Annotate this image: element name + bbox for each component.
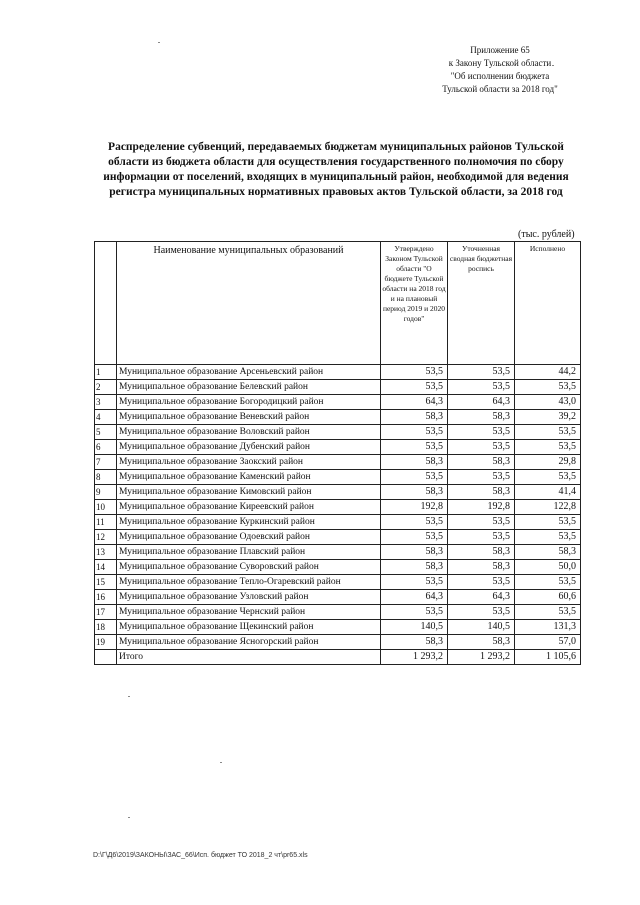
- row-name: Муниципальное образование Кимовский район: [117, 485, 381, 500]
- row-executed: 41,4: [515, 485, 581, 500]
- table-row: [95, 455, 581, 470]
- table-row: [95, 485, 581, 500]
- row-approved: 192,8: [381, 500, 448, 515]
- row-executed: 53,5: [515, 575, 581, 590]
- scan-speck: [128, 817, 130, 818]
- row-executed: 29,8: [515, 455, 581, 470]
- appendix-line: "Об исполнении бюджета: [450, 71, 550, 81]
- row-approved: 53,5: [381, 515, 448, 530]
- row-approved: 53,5: [381, 530, 448, 545]
- row-refined: 58,3: [448, 455, 515, 470]
- row-index: 10: [95, 500, 117, 515]
- row-index: 18: [95, 620, 117, 635]
- row-approved: 53,5: [381, 380, 448, 395]
- row-refined: 53,5: [448, 470, 515, 485]
- row-executed: 58,3: [515, 545, 581, 560]
- row-name: Муниципальное образование Одоевский район: [117, 530, 381, 545]
- row-approved: 53,5: [381, 575, 448, 590]
- row-executed: 39,2: [515, 410, 581, 425]
- appendix-line: к Закону Тульской области: [448, 58, 552, 68]
- scan-speck: [220, 762, 222, 763]
- header-index: [95, 242, 117, 365]
- row-executed: 57,0: [515, 635, 581, 650]
- row-refined: 64,3: [448, 395, 515, 410]
- row-index: 7: [95, 455, 117, 470]
- table-row: [95, 500, 581, 515]
- row-executed: 43,0: [515, 395, 581, 410]
- header-name: Наименование муниципальных образований: [117, 242, 381, 365]
- row-index: 16: [95, 590, 117, 605]
- table-row: [95, 440, 581, 455]
- row-refined: 58,3: [448, 410, 515, 425]
- row-refined: 53,5: [448, 365, 515, 380]
- row-executed: 60,6: [515, 590, 581, 605]
- table-row: [95, 365, 581, 380]
- row-name: Муниципальное образование Веневский район: [117, 410, 381, 425]
- row-approved: 53,5: [381, 470, 448, 485]
- row-index: 3: [95, 395, 117, 410]
- row-approved: 53,5: [381, 425, 448, 440]
- row-approved: 58,3: [381, 560, 448, 575]
- row-refined: 53,5: [448, 440, 515, 455]
- row-executed: 53,5: [515, 425, 581, 440]
- row-approved: 58,3: [381, 455, 448, 470]
- header-refined: Уточненная сводная бюджетная роспись: [448, 242, 515, 365]
- row-refined: 53,5: [448, 515, 515, 530]
- row-name: Муниципальное образование Щекинский район: [117, 620, 381, 635]
- row-executed: 53,5: [515, 470, 581, 485]
- row-refined: 53,5: [448, 380, 515, 395]
- row-name: Муниципальное образование Плавский район: [117, 545, 381, 560]
- appendix-header: [400, 44, 600, 96]
- row-executed: 53,5: [515, 440, 581, 455]
- header-executed: Исполнено: [515, 242, 581, 365]
- row-approved: 53,5: [381, 365, 448, 380]
- row-executed: 53,5: [515, 380, 581, 395]
- row-refined: 53,5: [448, 425, 515, 440]
- scan-speck: [128, 696, 130, 697]
- table-row: [95, 425, 581, 440]
- row-executed: 131,3: [515, 620, 581, 635]
- appendix-line: Приложение 65: [470, 45, 530, 55]
- row-approved: 140,5: [381, 620, 448, 635]
- row-approved: 53,5: [381, 440, 448, 455]
- row-name: Муниципальное образование Киреевский район: [117, 500, 381, 515]
- row-executed: 53,5: [515, 530, 581, 545]
- row-index: 8: [95, 470, 117, 485]
- row-approved: 64,3: [381, 590, 448, 605]
- row-index: 19: [95, 635, 117, 650]
- row-index: 14: [95, 560, 117, 575]
- row-name: Муниципальное образование Суворовский район: [117, 560, 381, 575]
- row-name: Муниципальное образование Арсеньевский район: [117, 365, 381, 380]
- table-row: [95, 635, 581, 650]
- row-name: Муниципальное образование Каменский район: [117, 470, 381, 485]
- total-approved: 1 293,2: [381, 650, 448, 665]
- row-name: Муниципальное образование Чернский район: [117, 605, 381, 620]
- row-approved: 53,5: [381, 605, 448, 620]
- row-name: Муниципальное образование Ясногорский район: [117, 635, 381, 650]
- row-executed: 53,5: [515, 605, 581, 620]
- table-body: [95, 365, 581, 665]
- row-refined: 58,3: [448, 635, 515, 650]
- total-refined: 1 293,2: [448, 650, 515, 665]
- total-index: [95, 650, 117, 665]
- row-name: Муниципальное образование Узловский район: [117, 590, 381, 605]
- table-row: [95, 395, 581, 410]
- unit-label: (тыс. рублей): [518, 229, 575, 240]
- row-refined: 192,8: [448, 500, 515, 515]
- total-label: Итого: [117, 650, 381, 665]
- table-row: [95, 380, 581, 395]
- row-approved: 64,3: [381, 395, 448, 410]
- row-refined: 58,3: [448, 545, 515, 560]
- row-name: Муниципальное образование Тепло-Огаревский район: [117, 575, 381, 590]
- table-row: [95, 545, 581, 560]
- row-approved: 58,3: [381, 410, 448, 425]
- row-index: 6: [95, 440, 117, 455]
- row-refined: 53,5: [448, 605, 515, 620]
- row-name: Муниципальное образование Воловский район: [117, 425, 381, 440]
- row-name: Муниципальное образование Заокский район: [117, 455, 381, 470]
- row-index: 2: [95, 380, 117, 395]
- appendix-line: Тульской области за 2018 год": [442, 84, 558, 94]
- row-approved: 58,3: [381, 545, 448, 560]
- row-index: 12: [95, 530, 117, 545]
- file-path-footer: D:\Г\Д6\2019\ЗАКОНЫ\ЗАС_66\Исп. бюджет ТО 2018_2 чт\pr65.xls: [93, 852, 308, 859]
- row-approved: 58,3: [381, 635, 448, 650]
- row-refined: 140,5: [448, 620, 515, 635]
- total-row: [95, 650, 581, 665]
- row-approved: 58,3: [381, 485, 448, 500]
- subsidy-table: [94, 241, 581, 665]
- row-name: Муниципальное образование Куркинский район: [117, 515, 381, 530]
- table-row: [95, 560, 581, 575]
- row-index: 5: [95, 425, 117, 440]
- table-row: [95, 515, 581, 530]
- row-executed: 44,2: [515, 365, 581, 380]
- row-refined: 53,5: [448, 530, 515, 545]
- row-name: Муниципальное образование Белевский район: [117, 380, 381, 395]
- table-header-row: [95, 242, 581, 365]
- table-row: [95, 590, 581, 605]
- document-title: Распределение субвенций, передаваемых бюджетам муниципальных районов Тульской области из бюджета области для осуществления государственного полномочия по сбору информации от поселений, входящих в муниципальный район, необходимой для ведения регистра муниципальных нормативных правовых актов Тульской области, за 2018 год: [103, 141, 569, 198]
- row-name: Муниципальное образование Дубенский район: [117, 440, 381, 455]
- row-index: 17: [95, 605, 117, 620]
- table-row: [95, 605, 581, 620]
- table-row: [95, 575, 581, 590]
- row-index: 11: [95, 515, 117, 530]
- row-index: 1: [95, 365, 117, 380]
- row-refined: 53,5: [448, 575, 515, 590]
- table-row: [95, 470, 581, 485]
- row-executed: 53,5: [515, 515, 581, 530]
- row-executed: 50,0: [515, 560, 581, 575]
- table-row: [95, 530, 581, 545]
- table-row: [95, 410, 581, 425]
- row-index: 15: [95, 575, 117, 590]
- scan-speck: [158, 42, 160, 43]
- table-row: [95, 620, 581, 635]
- total-executed: 1 105,6: [515, 650, 581, 665]
- header-approved: Утверждено Законом Тульской области "О бюджете Тульской области на 2018 год и на плановый период 2019 и 2020 годов": [381, 242, 448, 365]
- row-refined: 58,3: [448, 560, 515, 575]
- row-index: 9: [95, 485, 117, 500]
- row-refined: 58,3: [448, 485, 515, 500]
- row-name: Муниципальное образование Богородицкий район: [117, 395, 381, 410]
- row-executed: 122,8: [515, 500, 581, 515]
- scan-speck: [552, 65, 554, 66]
- row-index: 13: [95, 545, 117, 560]
- row-index: 4: [95, 410, 117, 425]
- row-refined: 64,3: [448, 590, 515, 605]
